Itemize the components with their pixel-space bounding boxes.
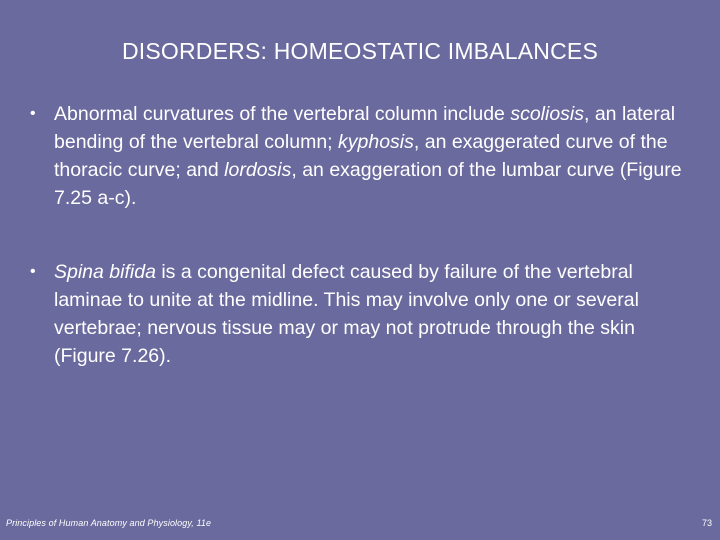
bullet-marker: • xyxy=(30,105,36,122)
term-scoliosis: scoliosis xyxy=(510,103,584,125)
bullet-text-part: , an exaggeration of the lumbar curve (Figure 7.25 a-c). xyxy=(54,159,682,209)
bullet-list xyxy=(30,100,698,370)
bullet-item xyxy=(30,100,698,212)
bullet-text-part: Abnormal curvatures of the vertebral column include xyxy=(54,103,511,125)
bullet-text xyxy=(54,103,682,209)
bullet-text-part: , an lateral bending of the vertebral column; xyxy=(54,103,676,153)
term-lordosis: lordosis xyxy=(224,159,292,181)
bullet-text xyxy=(54,261,639,367)
bullet-item xyxy=(30,258,698,370)
bullet-marker: • xyxy=(30,263,36,280)
term-kyphosis: kyphosis xyxy=(338,131,414,153)
footer-book-title: Principles of Human Anatomy and Physiology, 11e xyxy=(6,518,212,528)
term-spina-bifida: Spina bifida xyxy=(54,261,156,283)
slide-title: DISORDERS: HOMEOSTATIC IMBALANCES xyxy=(121,38,599,64)
page-number: 73 xyxy=(701,518,712,528)
bullet-text-part: is a congenital defect caused by failure of the vertebral laminae to unite at the midline. This may involve only one or several vertebrae; nervous tissue may or may not protrude through the skin (Figure 7.26). xyxy=(54,261,639,367)
bullet-text-part: , an exaggerated curve of the thoracic curve; and xyxy=(54,131,668,181)
